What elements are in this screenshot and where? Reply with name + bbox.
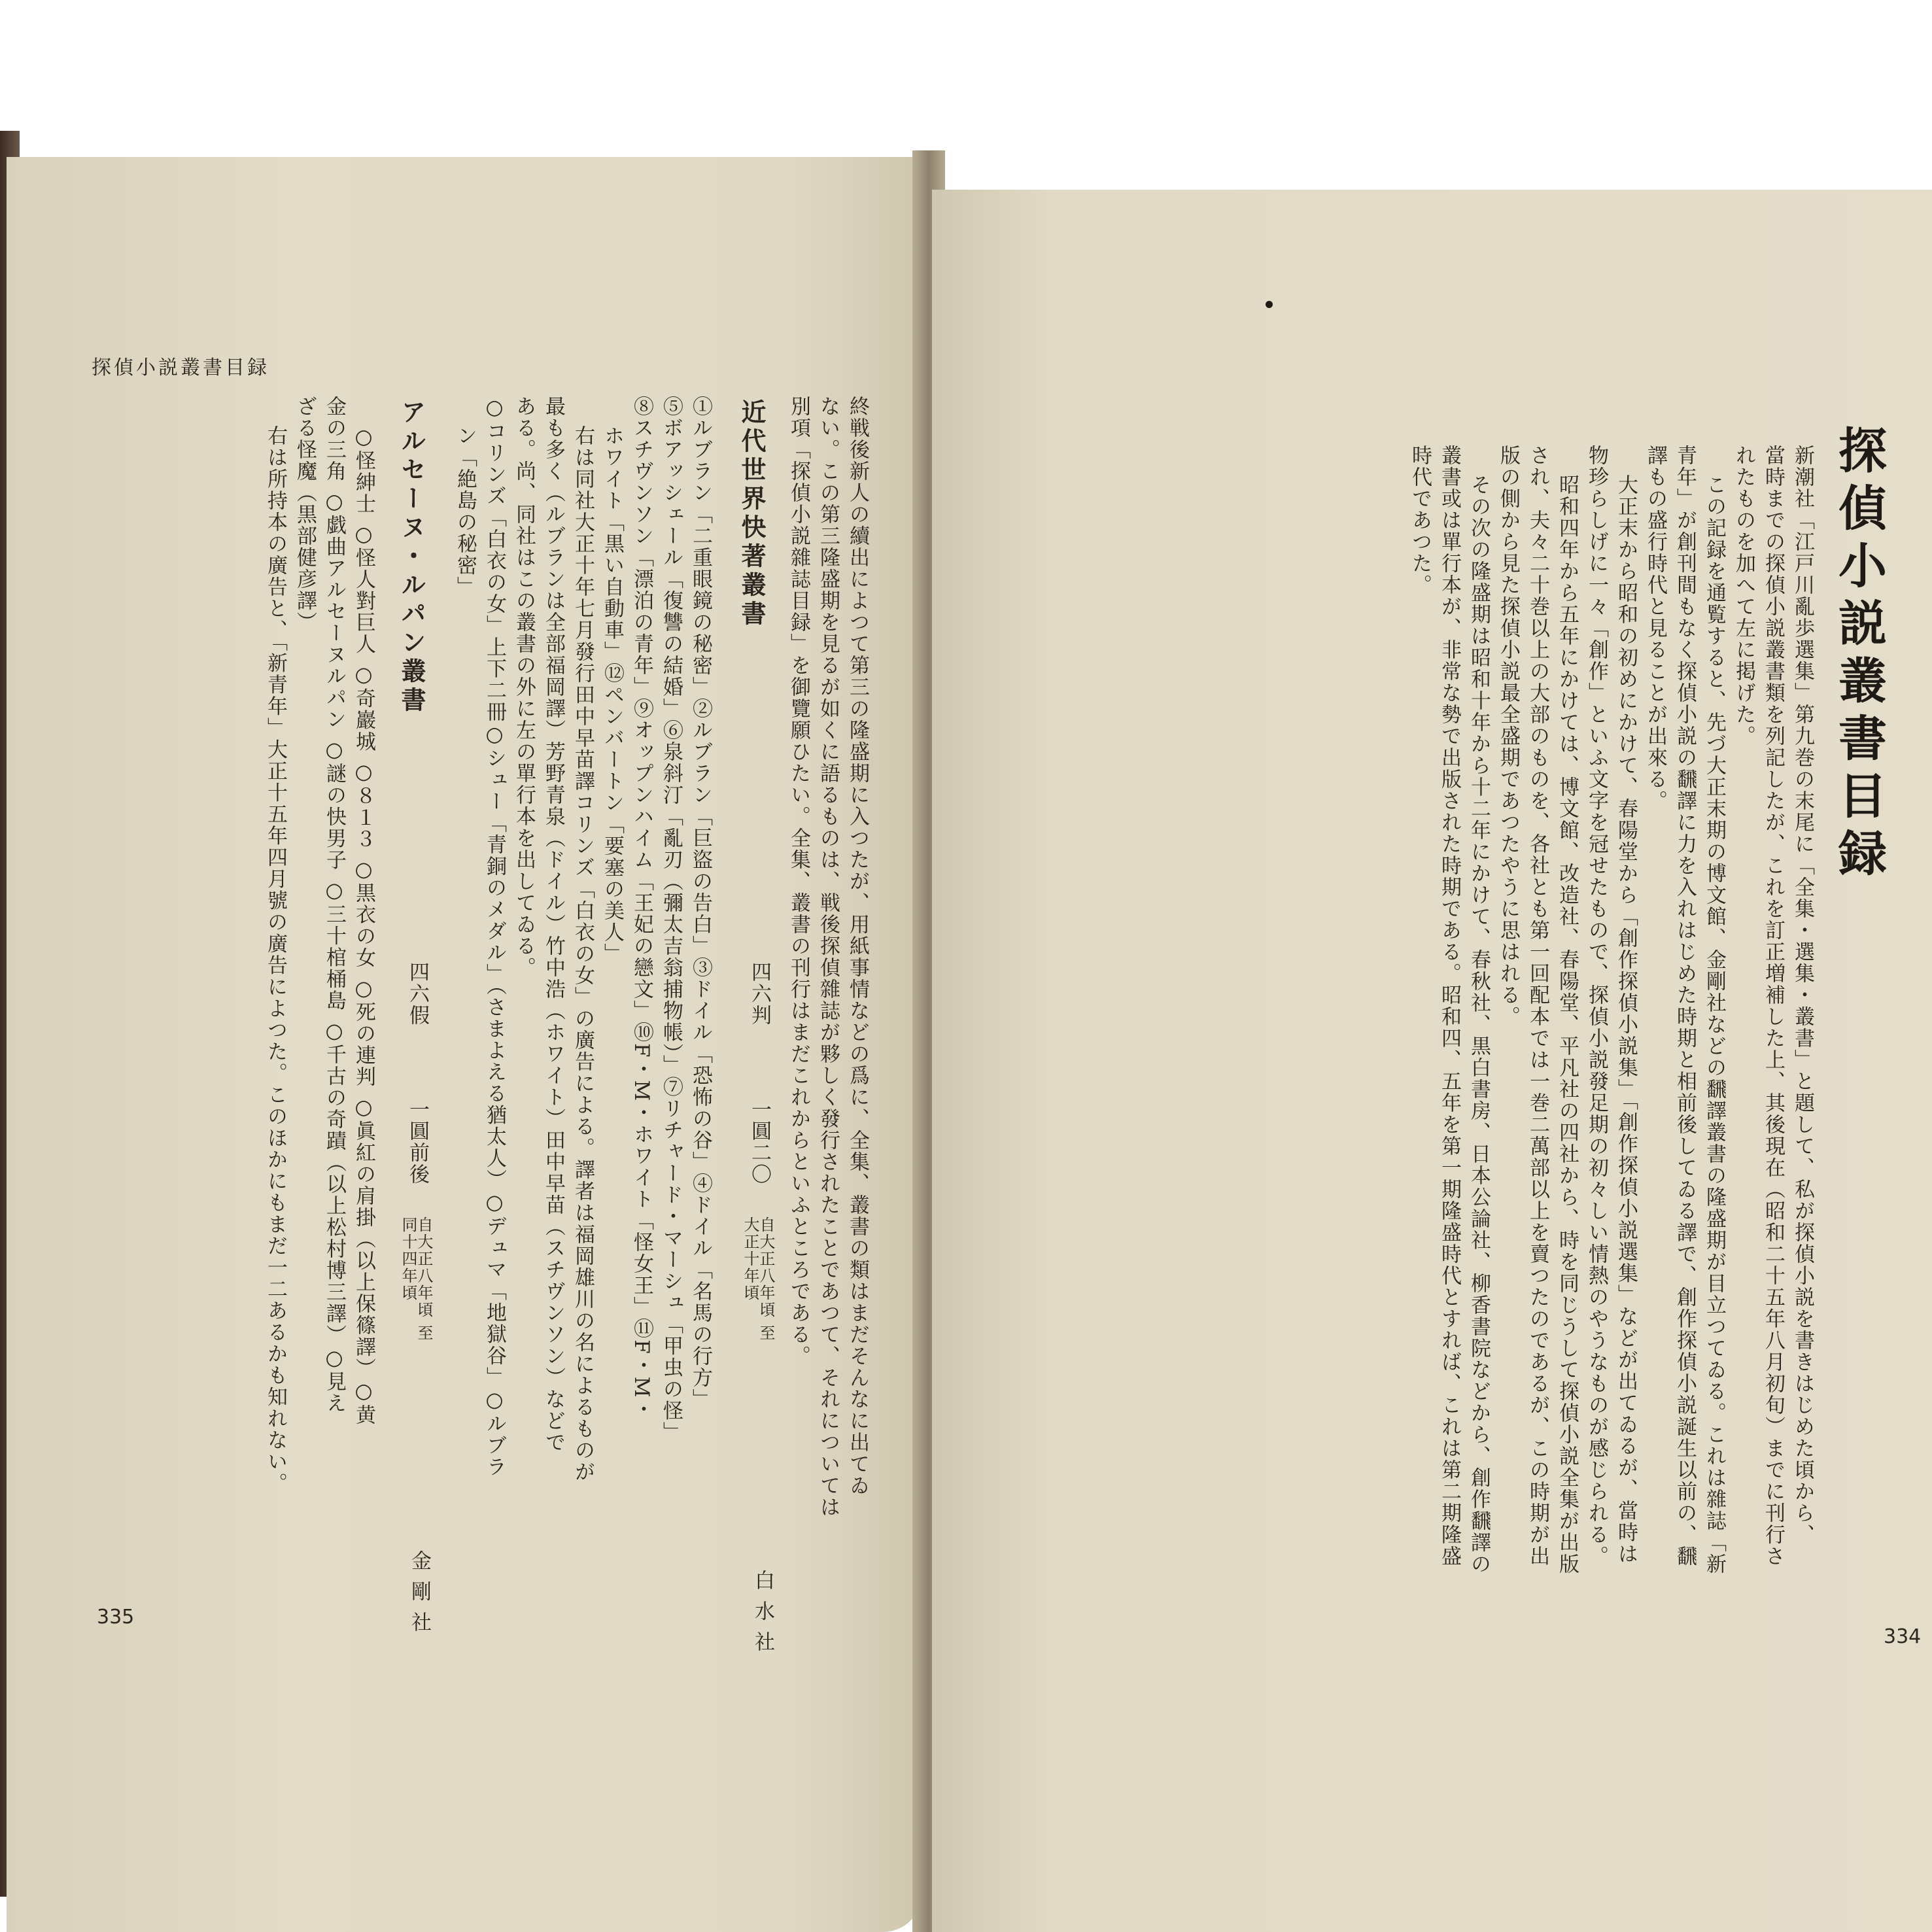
ink-dot [1266,301,1273,308]
list-item: ン「絶島の秘密」 [453,425,477,598]
text-column: 青年」が創刊間もなく探偵小説の飜譯に力を入れはじめた時期と相前後してゐる譯で、創作探偵小説誕生以前の、飜 [1673,445,1697,1567]
text-column: 大正末から昭和の初めにかけて、春陽堂から「創作探偵小説集」「創作探偵小説選集」などが出てゐるが、當時は [1614,474,1638,1565]
list-item: 右は同社大正十年七月發行田中早苗譯コリンズ「白衣の女」の廣告による。譯者は福岡雄川の名によるものが [571,425,595,1483]
text-column: この記録を通覧すると、先づ大正末期の博文館、金剛社などの飜譯叢書の隆盛期が目立つてゐる。これは雜誌「新 [1702,474,1726,1575]
text-column: 版の側から見た探偵小説最全盛期であつたやうに思はれる。 [1496,445,1520,1027]
text-column: 叢書或は單行本が、非常な勢で出版された時期である。昭和四、五年を第一期隆盛時代とすれば、これは第二期隆盛 [1438,445,1461,1567]
list-item: ホワイト「黒い自動車」⑫ペンバートン「要塞の美人」 [600,425,624,965]
list-item: ①ルブラン「二重眼鏡の秘密」②ルブラン「巨盜の告白」③ドイル「恐怖の谷」④ドイル「名馬の行方」 [689,396,712,1410]
list-item: ざる怪魔（黒部健彦譯） [293,396,317,633]
text-column: れたものを加へて左に掲げた。 [1732,445,1755,747]
left-page [7,157,922,1932]
text-column: ない。この第三隆盛期を見るが如くに語るものは、戦後探偵雜誌が夥しく發行されたことであつて、それについては [816,396,840,1518]
list-item: ⑤ボアッシェール「復讐の結婚」⑥泉斜汀「亂刃（彌太吉翁捕物帳）」⑦リチャード・マーシュ「甲虫の怪」 [659,396,683,1443]
list-item: ○コリンズ「白衣の女」上下二冊○シュー「青銅のメダル」（さまよえる猶太人）○デュマ「地獄谷」○ルブラ [483,396,506,1478]
text-column: 終戦後新人の續出によつて第三の隆盛期に入つたが、用紙事情などの爲に、全集、叢書の類はまだそんなに出てゐ [846,396,869,1496]
list-item: 右は所持本の廣告と、「新青年」大正十五年四月號の廣告によつた。このほかにもまだ一二あるかも知れない。 [264,425,287,1494]
text-column: 昭和四年から五年にかけては、博文館、改造社、春陽堂、平凡社の四社から、時を同じうして探偵小説全集が出版 [1555,474,1579,1575]
text-column: 譯もの盛行時代と見ることが出來る。 [1644,445,1667,812]
page-number: 334 [1884,1625,1922,1648]
text-column: され、夫々二十巻以上の大部のものを、各社とも第一回配本では一巻二萬部以上を賣つたのであるが、この時期が出 [1526,445,1549,1567]
right-page [932,190,1932,1932]
book-price: 一圓前後 [405,1099,429,1185]
publication-period: 自大正八年頃 至同十四年頃 [399,1216,433,1342]
list-item: ある。尚、同社はこの叢書の外に左の單行本を出してゐる。 [512,396,536,978]
text-column: 時代であつた。 [1408,445,1432,596]
running-title: 探偵小説叢書目録 [92,356,269,379]
list-item: 最も多く（ルブランは全部福岡譯）芳野青泉（ドイル）竹中浩（ホワイト）田中早苗（スチヴンソン）などで [542,396,565,1453]
book-format: 四六假 [405,961,429,1026]
publisher: 金剛社 [407,1550,431,1642]
page-title: 探偵小説叢書目録 [1831,425,1887,886]
section-heading: アルセーヌ・ルパン叢書 [397,399,426,716]
text-column: その次の隆盛期は昭和十年から十二年にかけて、春秋社、黒白書房、日本公論社、柳香書院などから、創作飜譯の [1467,474,1491,1575]
text-column: 新潮社「江戸川亂歩選集」第九巻の末尾に「全集・選集・叢書」と題して、私が探偵小説を書きはじめた頃から、 [1791,445,1814,1545]
publication-period: 自大正八年頃 至大正十年頃 [741,1216,775,1342]
page-number: 335 [97,1606,135,1629]
book-format: 四六判 [748,961,771,1026]
list-item: ⑧スチヴンソン「漂泊の青年」⑨オップンハイム「王妃の戀文」⑩F・M・ホワイト「怪女王」⑪F・M・ [630,396,653,1421]
list-item: ○怪紳士 ○怪人對巨人 ○奇巖城 ○８１３ ○黒衣の女 ○死の連判 ○眞紅の肩掛（以上保篠譯）○黄 [352,425,375,1426]
section-heading: 近代世界快著叢書 [737,399,767,629]
publisher: 白水社 [751,1570,774,1662]
text-column: 物珍らしげに一々「創作」といふ文字を冠せたもので、探偵小説發足期の初々しい情熱のやうなものが感じられる。 [1585,445,1608,1567]
book-price: 一圓二〇 [748,1099,771,1185]
text-column: 別項「探偵小説雜誌目録」を御覽願ひたい。全集、叢書の刊行はまだこれからといふところである。 [787,396,810,1367]
list-item: 金の三角 ○戯曲アルセーヌルパン ○謎の快男子 ○三十棺桶島 ○千古の奇蹟（以上松村博三譯）○見え [322,396,346,1415]
text-column: 當時までの探偵小説叢書類を列記したが、これを訂正増補した上、其後現在（昭和二十五年八月初旬）までに刊行さ [1761,445,1785,1567]
